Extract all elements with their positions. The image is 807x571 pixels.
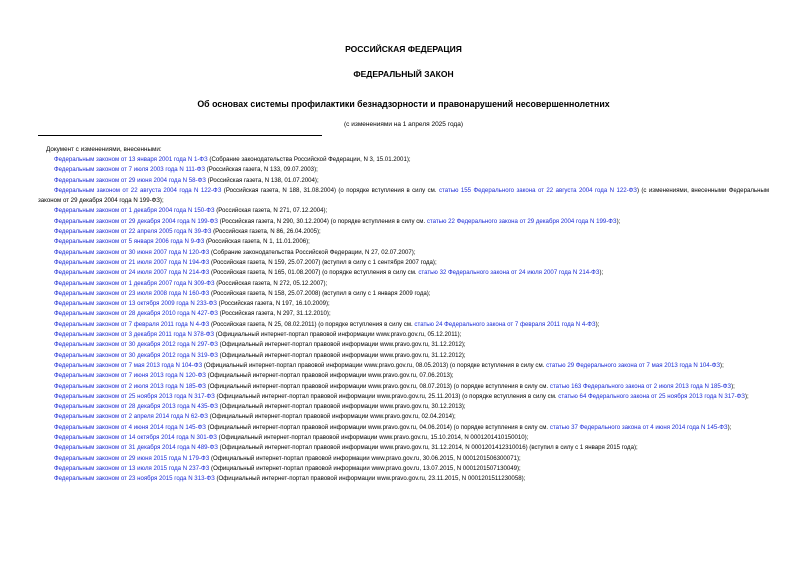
amendment-source-text: (Официальный интернет-портал правовой информации www.pravo.gov.ru, 15.10.2014, N 0001201410150010); [216,434,529,442]
amendment-law-link[interactable]: Федеральным законом от 22 августа 2004 года N 122-ФЗ [54,186,222,194]
amendment-item [38,299,769,309]
amendment-source-text: (Российская газета, N 25, 08.02.2011) (о порядке вступления в силу см. [209,320,415,328]
amendment-source-text: (Российская газета, N 272, 05.12.2007); [214,279,328,287]
amendment-tail-text: ); [616,217,621,225]
amendment-article-link[interactable]: статью 29 Федерального закона от 7 мая 2013 года N 104-ФЗ [546,361,721,369]
amendment-tail-text: ); [599,269,604,277]
amendment-law-link[interactable]: Федеральным законом от 2 июля 2013 года N 185-ФЗ [54,382,206,390]
amendment-item [38,320,769,330]
amendment-source-text: (Российская газета, N 290, 30.12.2004) (о порядке вступления в силу см. [217,217,427,225]
amendment-item [38,433,769,443]
amendment-law-link[interactable]: Федеральным законом от 29 июня 2015 года N 179-ФЗ [54,454,210,462]
amendment-tail-text: ); [727,423,732,431]
amendment-item [38,186,769,207]
amendment-item [38,258,769,268]
amendment-tail-text: ); [720,361,724,369]
amendment-tail-text: ); [731,382,735,390]
amendment-source-text: (Официальный интернет-портал правовой информации www.pravo.gov.ru, 30.06.2015, N 0001201506300071); [209,454,521,462]
amendment-law-link[interactable]: Федеральным законом от 7 июля 2003 года N 111-ФЗ [54,166,206,174]
amendment-item [38,474,769,484]
document-title: Об основах системы профилактики безнадзорности и правонарушений несовершеннолетних [197,99,610,109]
amendment-source-text: (Официальный интернет-портал правовой информации www.pravo.gov.ru, 08.07.2013) (о порядке вступления в силу см. [205,382,550,390]
amendment-source-text: (Официальный интернет-портал правовой информации www.pravo.gov.ru, 07.06.2013); [205,372,454,380]
amendment-law-link[interactable]: Федеральным законом от 13 октября 2009 года N 233-ФЗ [54,300,217,308]
amendment-item [38,382,769,392]
amendment-source-text: (Официальный интернет-портал правовой информации www.pravo.gov.ru, 30.12.2013); [217,403,466,411]
amendment-item [38,412,769,422]
amendment-source-text: (Официальный интернет-портал правовой информации www.pravo.gov.ru, 25.11.2013) (о порядке вступления в силу см. [214,392,559,400]
amendment-article-link[interactable]: статью 32 Федерального закона от 24 июля 2007 года N 214-ФЗ [418,269,600,277]
amendment-item [38,289,769,299]
amendment-law-link[interactable]: Федеральным законом от 28 декабря 2010 года N 427-ФЗ [54,310,218,318]
amendment-article-link[interactable]: статью 163 Федерального закона от 2 июля 2013 года N 185-ФЗ [549,382,732,390]
amendment-law-link[interactable]: Федеральным законом от 22 апреля 2005 года N 39-ФЗ [54,228,212,236]
amendment-item [38,464,769,474]
amendment-source-text: (Официальный интернет-портал правовой информации www.pravo.gov.ru, 31.12.2012); [217,341,466,349]
amendment-law-link[interactable]: Федеральным законом от 7 мая 2013 года N 104-ФЗ [54,361,203,369]
amendment-source-text: (Российская газета, N 188, 31.08.2004) (о порядке вступления в силу см. [221,186,439,194]
amendment-item [38,330,769,340]
amendments-list [38,155,769,485]
amendment-item [38,454,769,464]
amendment-law-link[interactable]: Федеральным законом от 1 декабря 2007 года N 309-ФЗ [54,279,215,287]
amendment-item [38,423,769,433]
amendment-source-text: (Российская газета, N 165, 01.08.2007) (о порядке вступления в силу см. [209,269,419,277]
amendment-source-text: (Российская газета, N 1, 11.01.2006); [204,238,310,246]
amendment-item [38,309,769,319]
amendment-source-text: (Официальный интернет-портал правовой информации www.pravo.gov.ru, 04.06.2014) (о порядке вступления в силу см. [205,423,550,431]
amendment-source-text: (Собрание законодательства Российской Федерации, N 3, 15.01.2001); [207,156,411,163]
amendment-item [38,165,769,175]
country-heading: РОССИЙСКАЯ ФЕДЕРАЦИЯ [345,44,462,54]
amendment-article-link[interactable]: статью 37 Федерального закона от 4 июня 2014 года N 145-ФЗ [549,423,728,431]
amendment-law-link[interactable]: Федеральным законом от 1 декабря 2004 года N 150-ФЗ [54,207,215,215]
amendment-item [38,443,769,453]
amendment-source-text: (Официальный интернет-портал правовой информации www.pravo.gov.ru, 08.05.2013) (о порядке вступления в силу см. [202,361,547,369]
amendment-law-link[interactable]: Федеральным законом от 13 января 2001 года N 1-ФЗ [54,156,208,163]
divider-line [38,135,322,136]
amendment-source-text: (Российская газета, N 159, 25.07.2007) (вступил в силу с 1 сентября 2007 года); [209,258,437,266]
amendment-source-text: (Российская газета, N 86, 26.04.2005); [211,228,321,236]
amendment-law-link[interactable]: Федеральным законом от 30 июня 2007 года N 120-ФЗ [54,248,210,256]
document-type-heading: ФЕДЕРАЛЬНЫЙ ЗАКОН [353,69,454,79]
amendment-item [38,340,769,350]
amendment-source-text: (Официальный интернет-портал правовой информации www.pravo.gov.ru, 02.04.2014); [208,413,456,421]
amendment-source-text: (Официальный интернет-портал правовой информации www.pravo.gov.ru, 13.07.2015, N 0001201507130049); [209,464,521,472]
amendment-source-text: (Официальный интернет-портал правовой информации www.pravo.gov.ru, 23.11.2015, N 0001201511230058); [214,475,526,483]
amendment-item [38,361,769,371]
amendment-item [38,237,769,247]
amendment-tail-text: ); [595,320,600,328]
amendment-source-text: (Российская газета, N 197, 16.10.2009); [216,300,330,308]
amendment-law-link[interactable]: Федеральным законом от 3 декабря 2011 года N 378-ФЗ [54,331,215,339]
amendment-item [38,217,769,227]
amendment-item [38,206,769,216]
amendment-law-link[interactable]: Федеральным законом от 29 июня 2004 года N 58-ФЗ [54,176,206,184]
amendment-law-link[interactable]: Федеральным законом от 29 декабря 2004 года N 199-ФЗ [54,217,218,225]
amendment-source-text: (Официальный интернет-портал правовой информации www.pravo.gov.ru, 31.12.2012); [217,351,466,359]
amendment-law-link[interactable]: Федеральным законом от 4 июня 2014 года N 145-ФЗ [54,423,206,431]
amendments-intro: Документ с изменениями, внесенными: [46,146,162,153]
amendment-law-link[interactable]: Федеральным законом от 23 июля 2008 года N 160-ФЗ [54,289,210,297]
amendment-law-link[interactable]: Федеральным законом от 2 апреля 2014 года N 62-ФЗ [54,413,208,421]
amendment-law-link[interactable]: Федеральным законом от 5 января 2006 года N 9-ФЗ [54,238,205,246]
amendment-law-link[interactable]: Федеральным законом от 28 декабря 2013 года N 435-ФЗ [54,403,218,411]
amendment-article-link[interactable]: статью 24 Федерального закона от 7 февраля 2011 года N 4-ФЗ [414,320,596,328]
amendment-item [38,279,769,289]
amendment-law-link[interactable]: Федеральным законом от 7 июня 2013 года N 120-ФЗ [54,372,206,380]
amendment-item [38,392,769,402]
amendment-source-text: (Российская газета, N 138, 01.07.2004); [205,176,319,184]
amendment-item [38,351,769,361]
amendment-source-text: (Российская газета, N 133, 09.07.2003); [205,166,318,174]
amendment-law-link[interactable]: Федеральным законом от 7 февраля 2011 года N 4-ФЗ [54,320,210,328]
amendment-source-text: (Российская газета, N 297, 31.12.2010); [217,310,331,318]
amendment-item [38,155,769,165]
amendment-source-text: (Официальный интернет-портал правовой информации www.pravo.gov.ru, 05.12.2011); [214,331,462,339]
amendment-law-link[interactable]: Федеральным законом от 14 октября 2014 года N 301-ФЗ [54,434,217,442]
amendment-source-text: (Российская газета, N 271, 07.12.2004); [214,207,328,215]
amendment-tail-text: ) (с изменениями, внесенными Федеральным законом от 29 декабря 2004 года N 199-ФЗ); [38,186,770,205]
amendment-law-link[interactable]: Федеральным законом от 23 ноября 2015 года N 313-ФЗ [54,475,215,483]
amendment-item [38,268,769,278]
amendment-item [38,371,769,381]
amendment-law-link[interactable]: Федеральным законом от 25 ноября 2013 года N 317-ФЗ [54,392,215,400]
amendment-law-link[interactable]: Федеральным законом от 31 декабря 2014 года N 489-ФЗ [54,444,218,452]
edition-note: (с изменениями на 1 апреля 2025 года) [343,121,463,128]
amendment-law-link[interactable]: Федеральным законом от 30 декабря 2012 года N 319-ФЗ [54,351,218,359]
amendment-article-link[interactable]: статью 22 Федерального закона от 29 декабря 2004 года N 199-ФЗ [426,217,617,225]
amendment-law-link[interactable]: Федеральным законом от 30 декабря 2012 года N 297-ФЗ [54,341,218,349]
amendment-item [38,176,769,186]
amendment-article-link[interactable]: статью 155 Федерального закона от 22 августа 2004 года N 122-ФЗ [438,186,637,194]
amendment-item [38,227,769,237]
amendment-law-link[interactable]: Федеральным законом от 24 июля 2007 года N 214-ФЗ [54,269,210,277]
amendment-tail-text: ); [744,392,749,400]
amendment-law-link[interactable]: Федеральным законом от 13 июля 2015 года N 237-ФЗ [54,464,210,472]
amendment-source-text: (Российская газета, N 158, 25.07.2008) (вступил в силу с 1 января 2009 года); [209,289,431,297]
amendment-source-text: (Собрание законодательства Российской Федерации, N 27, 02.07.2007); [209,248,416,256]
amendment-item [38,248,769,258]
amendment-item [38,402,769,412]
amendment-source-text: (Официальный интернет-портал правовой информации www.pravo.gov.ru, 31.12.2014, N 0001201412310016) (вступил в силу с 1 января 2015 года); [217,444,638,452]
amendment-law-link[interactable]: Федеральным законом от 21 июля 2007 года N 194-ФЗ [54,258,210,266]
amendment-article-link[interactable]: статью 64 Федерального закона от 25 ноября 2013 года N 317-ФЗ [558,392,745,400]
